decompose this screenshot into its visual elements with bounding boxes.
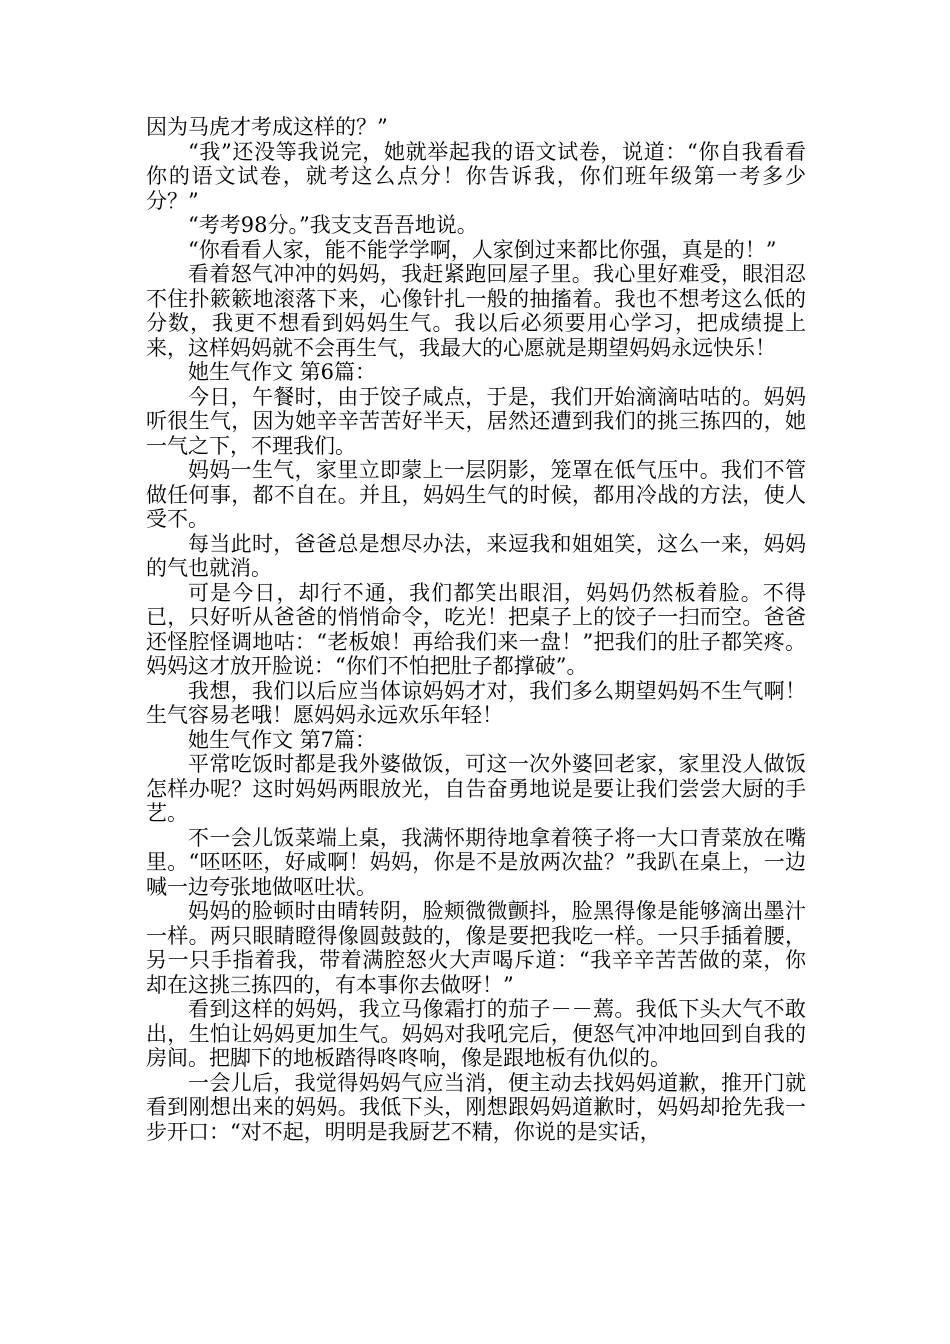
section-heading-7: 她生气作文 第7篇：	[188, 727, 377, 752]
paragraph-16: 看到这样的妈妈，我立马像霜打的茄子－－蔫。我低下头大气不敢出，生怕让妈妈更加生气。妈妈对我吼完后，便怒气冲冲地回到自我的房间。把脚下的地板踏得咚咚响，像是跟地板有仇似的。	[146, 997, 806, 1070]
paragraph-15: 妈妈的脸顿时由晴转阴，脸颊微微颤抖，脸黑得像是能够滴出墨汁一样。两只眼睛瞪得像圆鼓鼓的，像是要把我吃一样。一只手插着腰，另一只手指着我，带着满腔怒火大声喝斥道：“我辛辛苦苦做的菜，你却在这挑三拣四的，有本事你去做呀！”	[146, 899, 806, 997]
paragraph-11: 我想，我们以后应当体谅妈妈才对，我们多么期望妈妈不生气啊！生气容易老哦！愿妈妈永远欢乐年轻！	[146, 678, 806, 727]
section-heading-6: 她生气作文 第6篇：	[188, 360, 377, 384]
paragraph-10: 可是今日，却行不通，我们都笑出眼泪，妈妈仍然板着脸。不得已，只好听从爸爸的悄悄命令，吃光！把桌子上的饺子一扫而空。爸爸还怪腔怪调地咕：“老板娘！再给我们来一盘！”把我们的肚子都笑疼。妈妈这才放开脸说：“你们不怕把肚子都撑破”。	[146, 580, 806, 678]
paragraph-8: 妈妈一生气，家里立即蒙上一层阴影，笼罩在低气压中。我们不管做任何事，都不自在。并且，妈妈生气的时候，都用冷战的方法，使人受不。	[146, 458, 806, 531]
paragraph-14: 不一会儿饭菜端上桌，我满怀期待地拿着筷子将一大口青菜放在嘴里。“呸呸呸，好咸啊！妈妈，你是不是放两次盐？”我趴在桌上，一边喊一边夸张地做呕吐状。	[146, 825, 806, 899]
paragraph-3: “考考98分。”我支支吾吾地说。	[188, 213, 478, 237]
paragraph-13: 平常吃饭时都是我外婆做饭，可这一次外婆回老家，家里没人做饭怎样办呢？这时妈妈两眼放光，自告奋勇地说是要让我们尝尝大厨的手艺。	[146, 752, 806, 825]
paragraph-2: “我”还没等我说完，她就举起我的语文试卷，说道：“你自我看看你的语文试卷，就考这么点分！你告诉我，你们班年级第一考多少分？”	[146, 139, 806, 213]
paragraph-7: 今日，午餐时，由于饺子咸点，于是，我们开始滴滴咕咕的。妈妈听很生气，因为她辛辛苦苦好半天，居然还遭到我们的挑三拣四的，她一气之下，不理我们。	[146, 384, 806, 458]
document-body	[146, 115, 806, 1144]
paragraph-4: “你看看人家，能不能学学啊，人家倒过来都比你强，真是的！”	[188, 237, 777, 262]
paragraph-1: 因为马虎才考成这样的？”	[146, 115, 388, 139]
paragraph-9: 每当此时，爸爸总是想尽办法，来逗我和姐姐笑，这么一来，妈妈的气也就消。	[146, 531, 806, 580]
paragraph-17: 一会儿后，我觉得妈妈气应当消，便主动去找妈妈道歉，推开门就看到刚想出来的妈妈。我低下头，刚想跟妈妈道歉时，妈妈却抢先我一步开口：“对不起，明明是我厨艺不精，你说的是实话，	[146, 1070, 806, 1144]
paragraph-5: 看着怒气冲冲的妈妈，我赶紧跑回屋子里。我心里好难受，眼泪忍不住扑簌簌地滚落下来，心像针扎一般的抽搐着。我也不想考这么低的分数，我更不想看到妈妈生气。我以后必须要用心学习，把成绩提上来，这样妈妈就不会再生气，我最大的心愿就是期望妈妈永远快乐！	[146, 262, 806, 360]
